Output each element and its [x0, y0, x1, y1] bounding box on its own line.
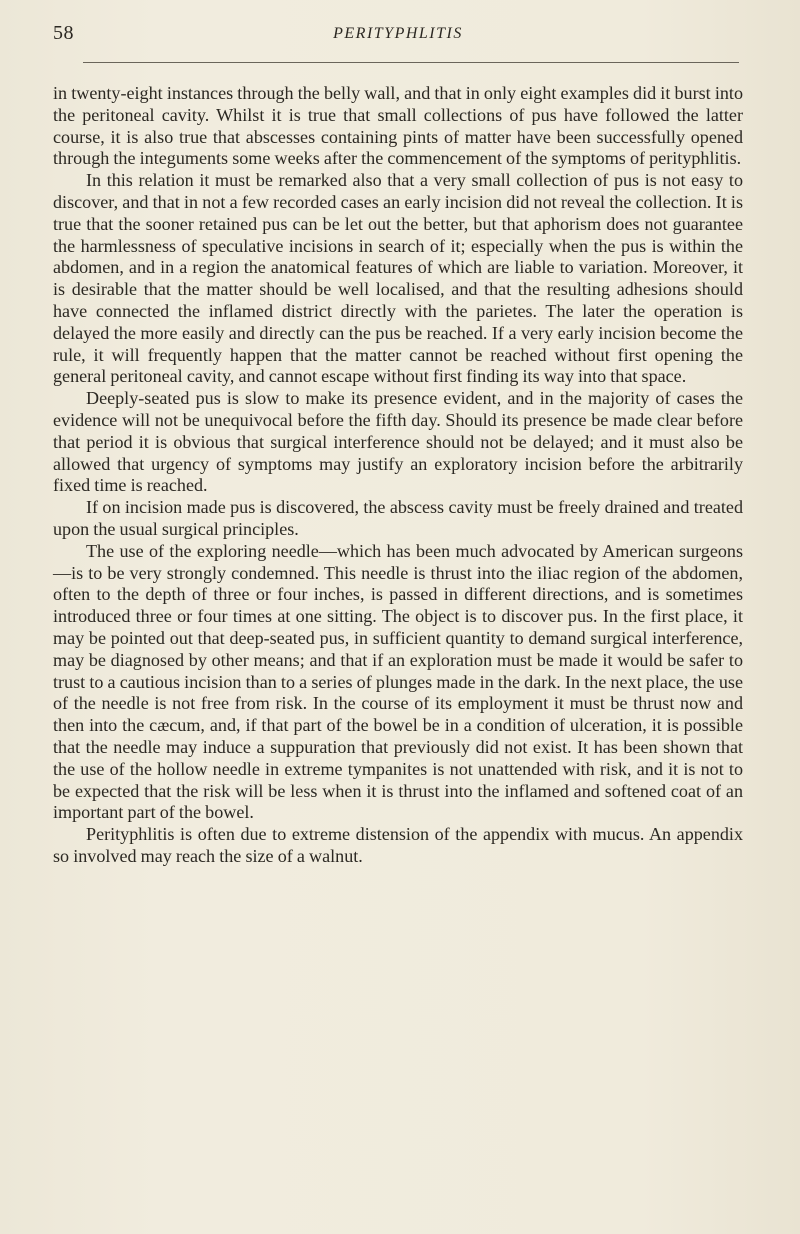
- paragraph: The use of the exploring needle—which has been much advocated by American surgeons—is to be very strongly condemned. This needle is thrust into the iliac region of the abdomen, often to the depth of three or four inches, is passed in different directions, and is sometimes introduced three or four times at one sitting. The object is to discover pus. In the first place, it may be pointed out that deep-seated pus, in sufficient quantity to demand surgical interference, may be diagnosed by other means; and that if an exploration must be made it would be safer to trust to a cautious incision than to a series of plunges made in the dark. In the next place, the use of the needle is not free from risk. In the course of its employment it must be thrust now and then into the cæcum, and, if that part of the bowel be in a condition of ulceration, it is possible that the needle may induce a suppuration that previously did not exist. It has been shown that the use of the hollow needle in extreme tympanites is not unattended with risk, and it is not to be expected that the risk will be less when it is thrust into the inflamed and softened coat of an important part of the bowel.: [53, 540, 743, 823]
- page-header: [53, 22, 743, 62]
- page-number: 58: [53, 22, 74, 44]
- running-head: PERITYPHLITIS: [333, 25, 463, 42]
- paragraph-continued: in twenty-eight instances through the belly wall, and that in only eight examples did it burst into the peritoneal cavity. Whilst it is true that small collections of pus have followed the latter course, it is also true that abscesses containing pints of matter have been successfully opened through the integuments some weeks after the commencement of the symptoms of perityphlitis.: [53, 83, 743, 169]
- paragraph: If on incision made pus is discovered, the abscess cavity must be freely drained and treated upon the usual surgical principles.: [53, 497, 743, 539]
- paragraph: Deeply-seated pus is slow to make its presence evident, and in the majority of cases the evidence will not be unequivocal before the fifth day. Should its presence be made clear before that period it is obvious that surgical interference should not be delayed; and it must also be allowed that urgency of symptoms may justify an exploratory incision before the arbitrarily fixed time is reached.: [53, 388, 743, 496]
- paragraph: In this relation it must be remarked also that a very small collection of pus is not easy to discover, and that in not a few recorded cases an early incision did not reveal the collection. It is true that the sooner retained pus can be let out the better, but that aphorism does not guarantee the harmlessness of speculative incisions in search of it; especially when the pus is within the abdomen, and in a region the anatomical features of which are liable to variation. Moreover, it is desirable that the matter should be well localised, and that the resulting adhesions should have connected the inflamed district directly with the parietes. The later the operation is delayed the more easily and directly can the pus be reached. If a very early incision become the rule, it will frequently happen that the matter cannot be reached without first opening the general peritoneal cavity, and cannot escape without first finding its way into that space.: [53, 170, 743, 387]
- paragraph: Perityphlitis is often due to extreme distension of the appendix with mucus. An appendix so involved may reach the size of a walnut.: [53, 824, 743, 866]
- header-rule: [83, 62, 739, 63]
- body-text: [53, 83, 743, 868]
